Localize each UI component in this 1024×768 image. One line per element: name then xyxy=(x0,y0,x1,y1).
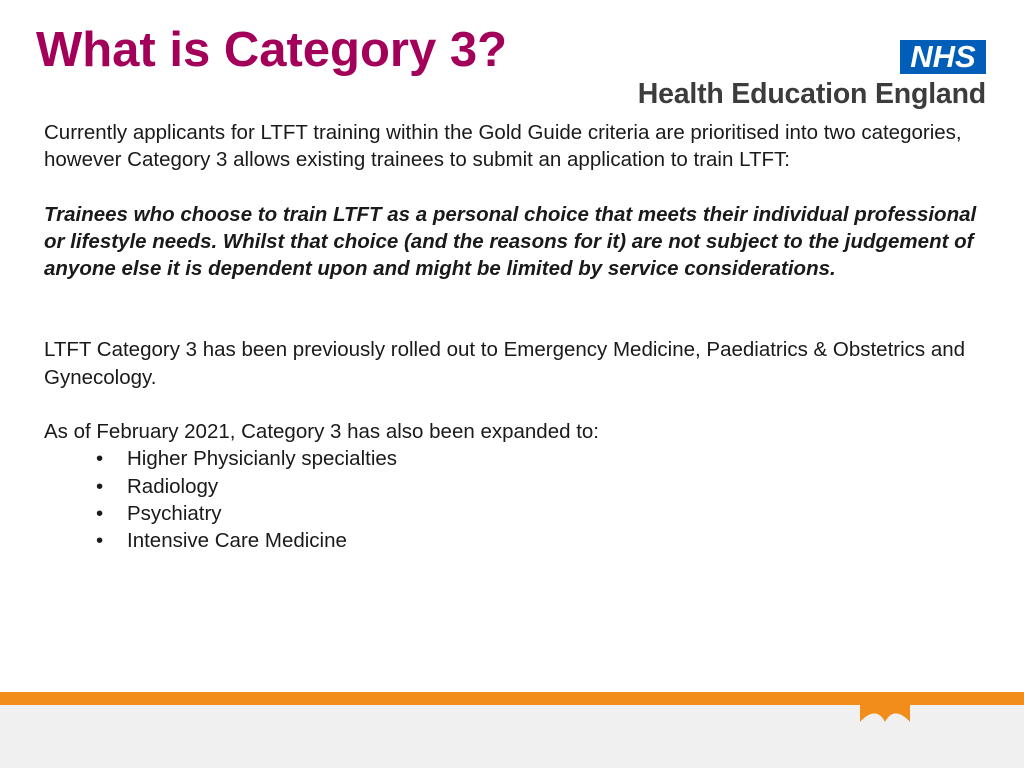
list-item xyxy=(96,500,984,527)
list-item xyxy=(96,445,984,472)
list-item xyxy=(96,527,984,554)
organization-name: Health Education England xyxy=(637,78,986,110)
specialty-list xyxy=(44,445,984,554)
bullet-icon: • xyxy=(96,529,104,553)
list-item-text: Intensive Care Medicine xyxy=(127,529,347,553)
nhs-logo-badge: NHS xyxy=(900,40,986,74)
intro-paragraph: Currently applicants for LTFT training within the Gold Guide criteria are prioritised into two categories, however Category 3 allows existing trainees to submit an application to train LTFT: xyxy=(44,121,962,172)
expansion-intro: As of February 2021, Category 3 has also been expanded to: xyxy=(44,420,600,444)
list-item-text: Higher Physicianly specialties xyxy=(127,447,398,471)
slide-title: What is Category 3? xyxy=(36,23,508,77)
bullet-icon: • xyxy=(96,474,104,498)
footer-notch-shape xyxy=(860,700,910,722)
hee-logo xyxy=(638,40,986,110)
bullet-icon: • xyxy=(96,447,104,471)
bullet-icon: • xyxy=(96,501,104,525)
list-item-text: Radiology xyxy=(127,474,219,498)
list-item xyxy=(96,473,984,500)
rollout-paragraph: LTFT Category 3 has been previously rolled out to Emergency Medicine, Paediatrics & Obstetrics and Gynecology. xyxy=(44,338,966,389)
slide-body xyxy=(44,119,984,555)
list-item-text: Psychiatry xyxy=(127,501,222,525)
category-3-definition: Trainees who choose to train LTFT as a personal choice that meets their individual professional or lifestyle needs. Whilst that choice (and the reasons for it) are not subject to the judgement of anyone else it is dependent upon and might be limited by service considerations. xyxy=(44,202,977,281)
